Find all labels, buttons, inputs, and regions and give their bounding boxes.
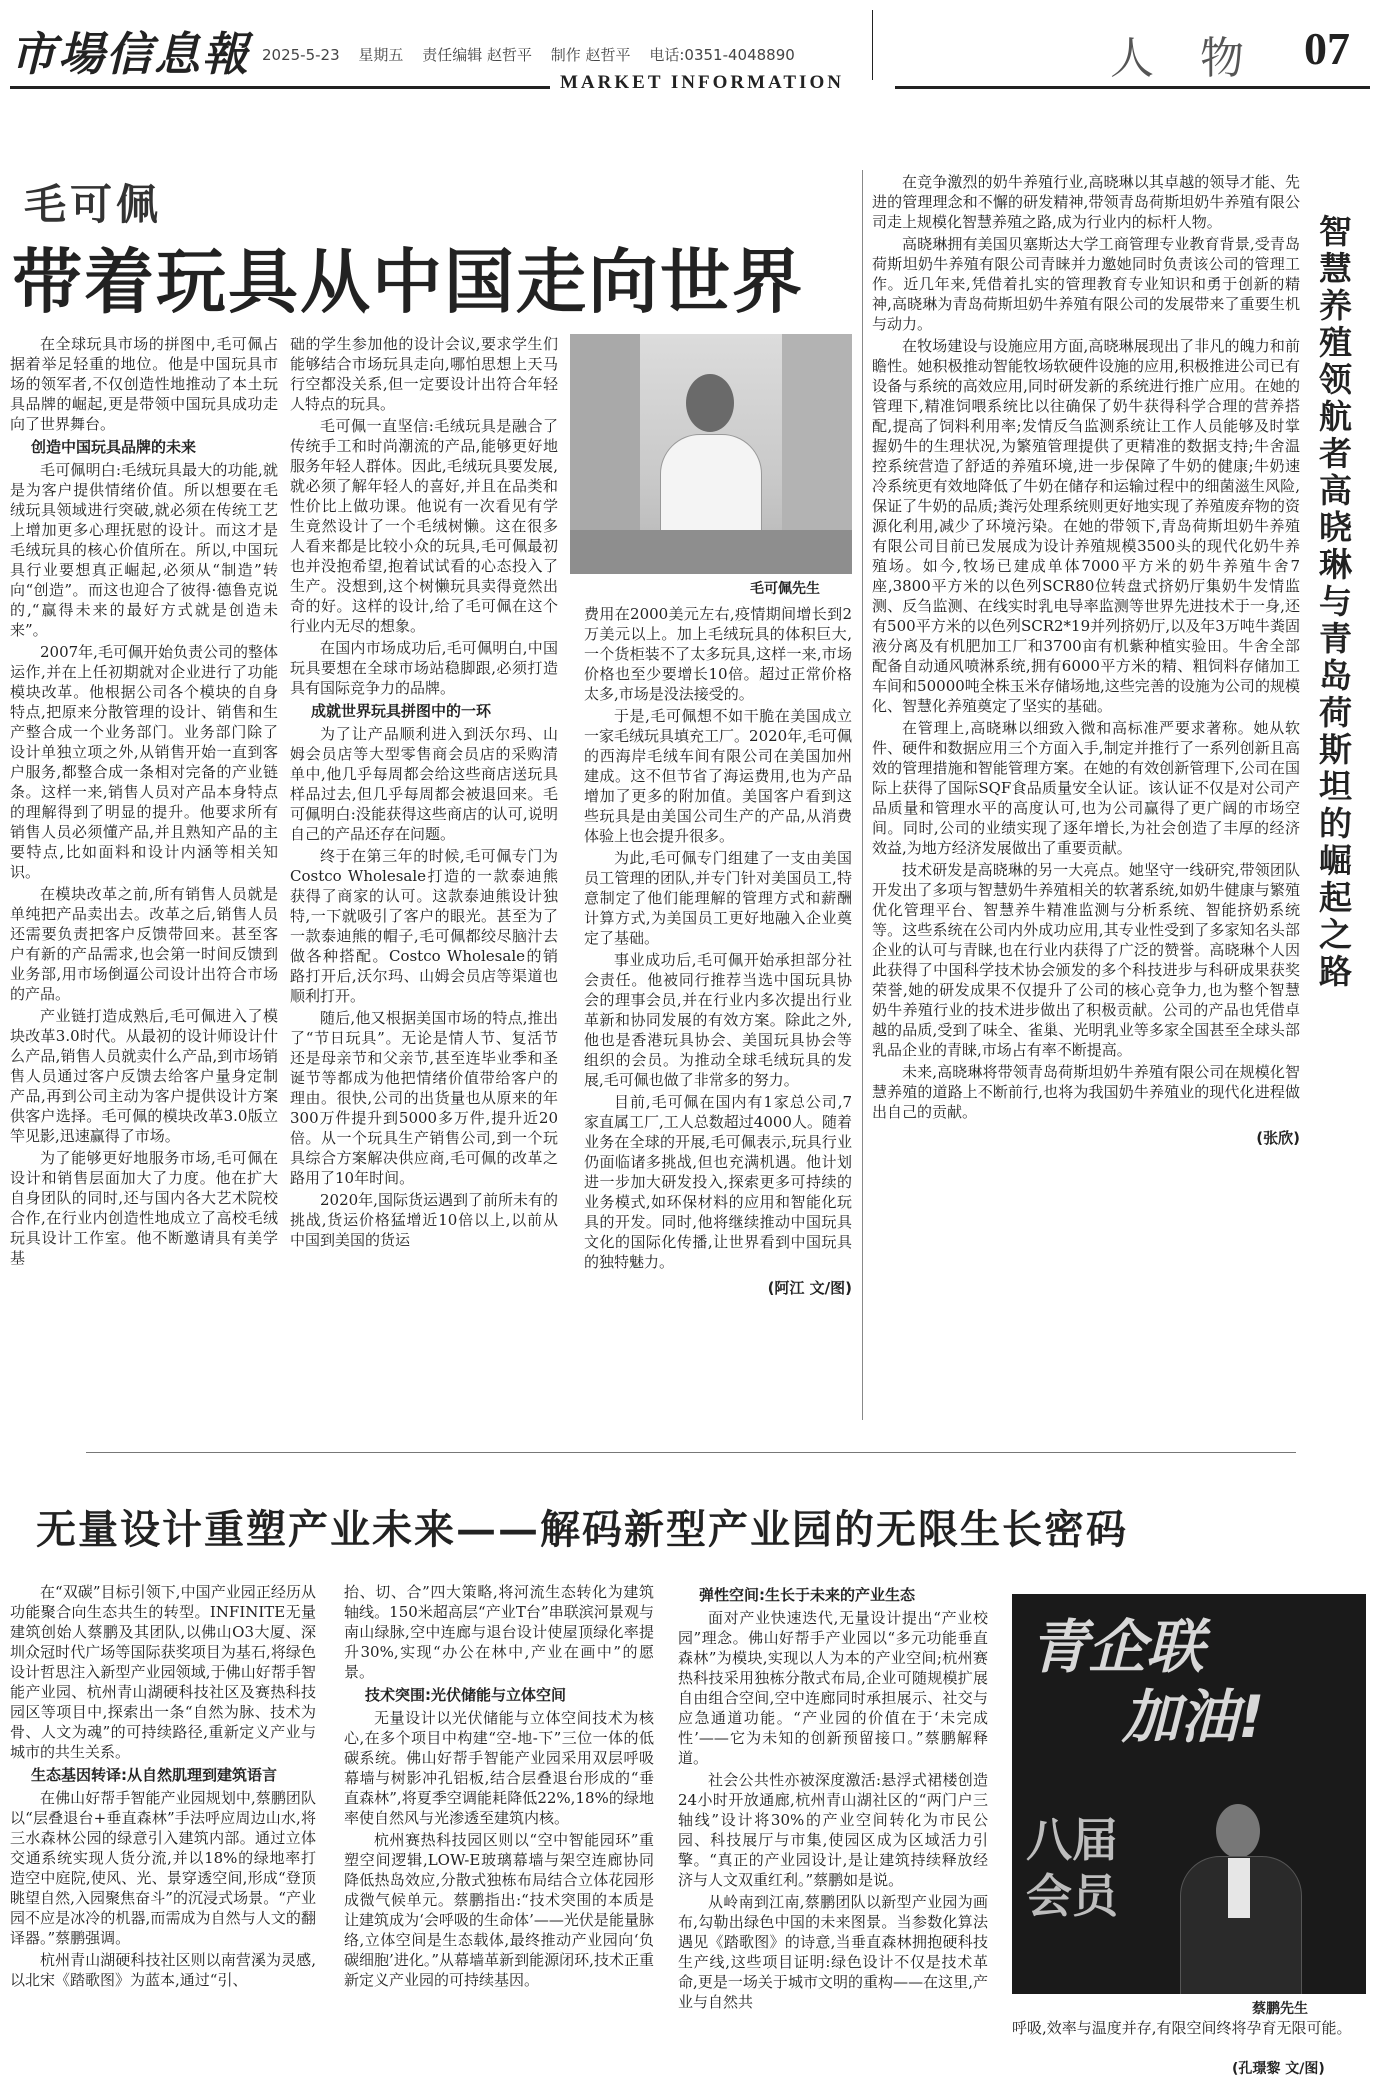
person-head xyxy=(686,374,734,432)
story-divider xyxy=(86,1452,1296,1453)
article1-col1 xyxy=(10,334,278,1414)
paragraph: 高晓琳拥有美国贝塞斯达大学工商管理专业教育背景,受青岛荷斯坦奶牛养殖有限公司青睐并力邀她同时负责该公司的管理工作。近几年来,凭借着扎实的管理教育专业知识和勇于创新的精神,高晓琳为青岛荷斯坦奶牛养殖有限公司的发展带来了重要生机与动力。 xyxy=(872,235,1300,333)
paragraph: 毛可佩明白:毛绒玩具最大的功能,就是为客户提供情绪价值。所以想要在毛绒玩具领域进行突破,就必须在传统工艺上增加更多心理抚慰的设计。而这才是毛绒玩具的核心价值所在。所以,中国玩具行业要想真正崛起,必须从“制造”转向“创造”。而这也迎合了彼得·德鲁克说的,“赢得未来的最好方式就是创造未来”。 xyxy=(10,461,278,639)
masthead-meta xyxy=(262,44,795,65)
banner-text-4: 会员 xyxy=(1026,1869,1118,1923)
article2-credit: (张欣) xyxy=(1256,1129,1300,1147)
paragraph: 产业链打造成熟后,毛可佩进入了模块改革3.0时代。从最初的设计师设计什么产品,销售人员就卖什么产品,到市场销售人员通过客户反馈去给客户量身定制产品,再到公司主动为客户提供设计方案供客户选择。毛可佩的模块改革3.0版立竿见影,迅速赢得了市场。 xyxy=(10,1007,278,1145)
masthead xyxy=(0,0,1380,100)
article3-col1 xyxy=(10,1582,316,2072)
paragraph: 为了能够更好地服务市场,毛可佩在设计和销售层面加大了力度。他在扩大自身团队的同时,还与国内各大艺术院校合作,在行业内创造性地成立了高校毛绒玩具设计工作室。他不断邀请具有美学基 xyxy=(10,1149,278,1267)
article1-col2-body xyxy=(290,334,558,1250)
article3-banner-photo xyxy=(1012,1594,1366,1994)
paragraph: 无量设计以光伏储能与立体空间技术为核心,在多个项目中构建“空-地-下”三位一体的低碳系统。佛山好帮手智能产业园采用双层呼吸幕墙与树影冲孔铝板,结合层叠退台形成的“垂直森林”,将夏季空调能耗降低22%,18%的绿地率使自然风与光渗透至建筑内核。 xyxy=(344,1709,654,1827)
subheading: 生态基因转译:从自然肌理到建筑语言 xyxy=(31,1766,278,1784)
paragraph: 社会公共性亦被深度激活:悬浮式裙楼创造24小时开放通廊,杭州青山湖社区的“两门户三轴线”设计将30%的产业空间转化为市民公园、科技展厅与市集,使园区成为区域活力引擎。“真正的产业园设计,是让建筑持续释放经济与人文双重红利。”蔡鹏如是说。 xyxy=(678,1771,988,1889)
section-name: 人 物 xyxy=(1110,33,1260,84)
article3-title: 无量设计重塑产业未来——解码新型产业园的无限生长密码 xyxy=(36,1506,1128,1553)
subheading: 成就世界玩具拼图中的一环 xyxy=(311,702,492,720)
paragraph: 于是,毛可佩想不如干脆在美国成立一家毛绒玩具填充工厂。2020年,毛可佩的西海岸毛绒车间有限公司在美国加州建成。这不但节省了海运费用,也为产品增加了更多的附加值。美国客户看到这些玩具是由美国公司生产的产品,从消费体验上也会提升很多。 xyxy=(584,707,852,845)
man-head xyxy=(1216,1804,1260,1858)
banner-text-1: 青企联 xyxy=(1030,1613,1205,1681)
article1-divider xyxy=(862,170,863,1420)
article1-col2 xyxy=(290,334,558,1414)
article3-col3 xyxy=(678,1582,988,2072)
phone-number: 电话:0351-4048890 xyxy=(649,46,795,64)
article1-col3 xyxy=(584,604,852,1404)
article1-credit: (阿江 文/图) xyxy=(767,1279,852,1297)
subheading: 技术突围:光伏储能与立体空间 xyxy=(365,1686,566,1704)
issue-weekday: 星期五 xyxy=(358,46,404,64)
article1-col3-body xyxy=(584,604,852,1272)
paragraph: 杭州赛热科技园区则以“空中智能园环”重塑空间逻辑,LOW-E玻璃幕墙与架空连廊协同降低热岛效应,分散式独栋布局结合立体花园形成微气候单元。蔡鹏指出:“技术突围的本质是让建筑成为‘会呼吸的生命体’——光伏是能量脉络,立体空间是生态载体,最终推动产业园向‘负碳细胞’进化。”从幕墙革新到能源闭环,技术正重新定义产业园的可持续基因。 xyxy=(344,1831,654,1989)
article2-paragraphs xyxy=(872,172,1300,1122)
newspaper-logo: 市場信息報 xyxy=(10,27,250,81)
subheading: 弹性空间:生长于未来的产业生态 xyxy=(699,1586,916,1604)
paragraph: 在牧场建设与设施应用方面,高晓琳展现出了非凡的魄力和前瞻性。她积极推动智能牧场软硬件设施的应用,积极推进公司已有设备与系统的高效应用,同时研发新的系统进行推广应用。在她的管理下,精准饲喂系统比以往确保了奶牛获得科学合理的营养搭配,提高了饲料利用率;发情反刍监测系统让工作人员能够及时掌握奶牛的生理状况,为繁殖管理提供了更精准的数据支持;牛舍温控系统营造了舒适的养殖环境,进一步保障了牛奶的健康;牛奶速冷系统更有效地降低了牛奶在储存和运输过程中的细菌滋生风险,保证了牛奶的品质;粪污处理系统则更好地实现了养殖废弃物的资源化利用,减少了环境污染。在她的带领下,青岛荷斯坦奶牛养殖有限公司目前已发展成为设计养殖规模3500头的现代化奶牛养殖场。如今,牧场已建成单体7000平方米的奶牛养殖牛舍7座,3800平方米的以色列SCR80位转盘式挤奶厅集奶牛发情监测、反刍监测、在线实时乳电导率监测等世界先进技术于一身,还有500平方米的以色列SCR2*19并列挤奶厅,以及年3万吨牛粪固液分离及有机肥加工厂和3700亩有机紫种植实验田。牛舍全部配备自动通风喷淋系统,拥有6000平方米的精、粗饲料存储加工车间和50000吨全株玉米存储场地,这些完善的设施为公司的规模化、智慧化养殖奠定了坚实的基础。 xyxy=(872,337,1300,715)
masthead-divider xyxy=(872,10,873,80)
desk xyxy=(570,530,852,574)
masthead-rule-left xyxy=(10,86,550,89)
paragraph: 在“双碳”目标引领下,中国产业园正经历从功能聚合向生态共生的转型。INFINITE无量建筑创始人蔡鹏及其团队,以佛山O3大厦、深圳众冠时代广场等国际获奖项目为基石,将绿色设计哲思注入新型产业园领域,于佛山好帮手智能产业园、杭州青山湖硬科技社区及赛热科技园区等项目中,探索出一条“自然为脉、技术为骨、人文为魂”的可持续路径,重新定义产业与城市的共生关系。 xyxy=(10,1583,316,1761)
article3-tail-text: 呼吸,效率与温度并存,有限空间终将孕育无限可能。 xyxy=(1012,2019,1352,2037)
banner-text-2: 加油! xyxy=(1122,1683,1265,1751)
paragraph: 在管理上,高晓琳以细致入微和高标准严要求著称。她从软件、硬件和数据应用三个方面入手,制定并推行了一系列创新且高效的管理措施和智能管理方案。在她的有效创新管理下,公司在国际上获得了国际SQF食品质量安全认证。该认证不仅是对公司产品质量和管理水平的高度认可,也为公司赢得了更广阔的市场空间。同时,公司的业绩实现了逐年增长,为社会创造了丰厚的经济效益,为地方经济发展做出了重要贡献。 xyxy=(872,719,1300,857)
article2-title: 智慧养殖领航者高晓琳与青岛荷斯坦的崛起之路 xyxy=(1314,214,1353,991)
banner-text-3: 八届 xyxy=(1026,1813,1118,1867)
paragraph: 未来,高晓琳将带领青岛荷斯坦奶牛养殖有限公司在规模化智慧养殖的道路上不断前行,也将为我国奶牛养殖业的现代化进程做出自己的贡献。 xyxy=(872,1063,1300,1121)
paragraph: 技术研发是高晓琳的另一大亮点。她坚守一线研究,带领团队开发出了多项与智慧奶牛养殖相关的软著系统,如奶牛健康与繁殖优化管理平台、智慧养牛精准监测与分析系统、智能挤奶系统等。这些系统在公司内外成功应用,其专业性受到了多家知名头部企业的认可与青睐,也在行业内获得了广泛的赞誉。高晓琳个人因此获得了中国科学技术协会颁发的多个科技进步与科研成果获奖荣誉,她的研发成果不仅提升了公司的核心竞争力,也为整个智慧奶牛养殖行业的技术进步做出了积极贡献。公司的产品也凭借卓越的品质,受到了味全、雀巢、光明乳业等多家全国甚至全球头部乳品企业的青睐,市场占有率不断提高。 xyxy=(872,861,1300,1059)
masthead-rule-right xyxy=(895,86,1370,89)
paragraph: 杭州青山湖硬科技社区则以南营溪为灵感,以北宋《踏歌图》为蓝本,通过“引、 xyxy=(10,1951,316,1989)
article1-photo-caption: 毛可佩先生 xyxy=(750,581,820,597)
man-shirt xyxy=(1228,1858,1250,1918)
paragraph: 费用在2000美元左右,疫情期间增长到2万美元以上。加上毛绒玩具的体积巨大,一个货柜装不了太多玩具,这样一来,市场价格也至少要增长10倍。超过正常价格太多,市场是没法接受的。 xyxy=(584,605,852,703)
page-number: 07 xyxy=(1304,23,1350,74)
article1-col1-body xyxy=(10,334,278,1268)
paragraph: 为了让产品顺利进入到沃尔玛、山姆会员店等大型零售商会员店的采购清单中,他几乎每周都会给这些商店送玩具样品过去,但几乎每周都会被退回来。毛可佩明白:没能获得这些商店的认可,说明自己的产品还存在问题。 xyxy=(290,725,558,843)
paragraph: 从岭南到江南,蔡鹏团队以新型产业园为画布,勾勒出绿色中国的未来图景。当参数化算法遇见《踏歌图》的诗意,当垂直森林拥抱硬科技生产线,这些项目证明:绿色设计不仅是技术革命,更是一场关于城市文明的重构——在这里,产业与自然共 xyxy=(678,1893,988,2011)
issue-date: 2025-5-23 xyxy=(262,46,340,64)
paragraph: 目前,毛可佩在国内有1家总公司,7家直属工厂,工人总数超过4000人。随着业务在全球的开展,毛可佩表示,玩具行业仍面临诸多挑战,但也充满机遇。他计划进一步加大研发投入,探索更多可持续的业务模式,如环保材料的应用和智能化玩具的开发。同时,他将继续推动中国玩具文化的国际化传播,让世界看到中国玩具的独特魅力。 xyxy=(584,1093,852,1271)
subheading: 创造中国玩具品牌的未来 xyxy=(31,438,197,456)
paragraph: 在佛山好帮手智能产业园规划中,蔡鹏团队以“层叠退台+垂直森林”手法呼应周边山水,将三水森林公园的绿意引入建筑内部。通过立体交通系统实现人货分流,并以18%的绿地率打造空中庭院,使风、光、景穿透空间,形成“登顶眺望自然,入园聚焦奋斗”的沉浸式场景。“产业园不应是冰冷的机器,而需成为自然与人文的翻译器。”蔡鹏强调。 xyxy=(10,1789,316,1947)
paragraph: 2007年,毛可佩开始负责公司的整体运作,并在上任初期就对企业进行了功能模块改革。他根据公司各个模块的自身特点,把原来分散管理的设计、销售和生产整合成一个业务部门。业务部门除了设计单独立项之外,从销售开始一直到客户服务,都整合成一条相对完备的产业链条。这样一来,销售人员对产品本身特点的理解得到了明显的提升。他要求所有销售人员必须懂产品,并且熟知产品的主要特点,比如面料和设计内涵等相关知识。 xyxy=(10,643,278,881)
article3-col1-body xyxy=(10,1582,316,1990)
paragraph: 2020年,国际货运遇到了前所未有的挑战,货运价格猛增近10倍以上,以前从中国到美国的货运 xyxy=(290,1191,558,1249)
paragraph: 在全球玩具市场的拼图中,毛可佩占据着举足轻重的地位。他是中国玩具市场的领军者,不仅创造性地推动了本土玩具品牌的崛起,更是带领中国玩具成功走向了世界舞台。 xyxy=(10,335,278,433)
paragraph: 在模块改革之前,所有销售人员就是单纯把产品卖出去。改革之后,销售人员还需要负责把客户反馈带回来。甚至客户有新的产品需求,也会第一时间反馈到业务部,用市场倒逼公司设计出符合市场的产品。 xyxy=(10,885,278,1003)
paragraph: 础的学生参加他的设计会议,要求学生们能够结合市场玩具走向,哪怕思想上天马行空都没关系,但一定要设计出符合年轻人特点的玩具。 xyxy=(290,335,558,413)
paragraph: 随后,他又根据美国市场的特点,推出了“节日玩具”。无论是情人节、复活节还是母亲节和父亲节,甚至连毕业季和圣诞节等都成为他把情绪价值带给客户的理由。很快,公司的出货量也从原来的年300万件提升到5000多万件,提升近20倍。从一个玩具生产销售公司,到一个玩具综合方案解决供应商,毛可佩的改革之路用了10年时间。 xyxy=(290,1009,558,1187)
paragraph: 为此,毛可佩专门组建了一支由美国员工管理的团队,并专门针对美国员工,特意制定了他们能理解的管理方式和薪酬计算方式,为美国员工更好地融入企业奠定了基础。 xyxy=(584,849,852,947)
article3-credit: (孔璟黎 文/图) xyxy=(1232,2061,1325,2077)
article1-kicker: 毛可佩 xyxy=(24,180,163,229)
paragraph: 终于在第三年的时候,毛可佩专门为Costco Wholesale打造的一款泰迪熊获得了商家的认可。这款泰迪熊设计独特,一下就吸引了客户的眼光。甚至为了一款泰迪熊的帽子,毛可佩都绞尽脑汁去做各种搭配。Costco Wholesale的销路打开后,沃尔玛、山姆会员店等渠道也顺利打开。 xyxy=(290,847,558,1005)
paragraph: 在竞争激烈的奶牛养殖行业,高晓琳以其卓越的领导才能、先进的管理理念和不懈的研发精神,带领青岛荷斯坦奶牛养殖有限公司走上规模化智慧养殖之路,成为行业内的标杆人物。 xyxy=(872,173,1300,231)
masthead-english: MARKET INFORMATION xyxy=(560,72,844,93)
article1-title: 带着玩具从中国走向世界 xyxy=(12,241,804,323)
article3-photo-caption: 蔡鹏先生 xyxy=(1252,2001,1308,2017)
article1-portrait-photo xyxy=(570,334,852,574)
paragraph: 毛可佩一直坚信:毛绒玩具是融合了传统手工和时尚潮流的产品,能够更好地服务年轻人群体。因此,毛绒玩具要发展,就必须了解年轻人的喜好,并且在品类和性价比上做功课。他说有一次看见有学生竟然设计了一个毛绒树懒。这在很多人看来都是比较小众的玩具,毛可佩最初也并没抱希望,抱着试试看的心态投入了生产。没想到,这个树懒玩具卖得竟然出奇的好。这样的设计,给了毛可佩在这个行业内无尽的想象。 xyxy=(290,417,558,635)
article2-body xyxy=(872,172,1300,1412)
editor-credit: 责任编辑 赵哲平 xyxy=(422,46,532,64)
producer-credit: 制作 赵哲平 xyxy=(550,46,631,64)
paragraph: 抬、切、合”四大策略,将河流生态转化为建筑轴线。150米超高层“产业T台”串联滨河景观与南山绿脉,空中连廊与退台设计使屋顶绿化率提升30%,实现“办公在林中,产业在画中”的愿景。 xyxy=(344,1583,654,1681)
paragraph: 面对产业快速迭代,无量设计提出“产业校园”理念。佛山好帮手产业园以“多元功能垂直森林”为模块,实现以人为本的产业空间;杭州赛热科技采用独栋分散式布局,企业可随规模扩展自由组合空间,空中连廊同时承担展示、社交与应急通道功能。“产业园的价值在于‘未完成性’——它为未知的创新预留接口。”蔡鹏解释道。 xyxy=(678,1609,988,1767)
article3-col2 xyxy=(344,1582,654,2072)
article3-col2-body xyxy=(344,1582,654,1990)
paragraph: 事业成功后,毛可佩开始承担部分社会责任。他被同行推荐当选中国玩具协会的理事会员,并在行业内多次提出行业革新和协同发展的有效方案。除此之外,他也是香港玩具协会、美国玩具协会等组织的会员。为推动全球毛绒玩具的发展,毛可佩也做了非常多的努力。 xyxy=(584,951,852,1089)
article3-col3-body xyxy=(678,1585,988,2012)
paragraph: 在国内市场成功后,毛可佩明白,中国玩具要想在全球市场站稳脚跟,必须打造具有国际竞争力的品牌。 xyxy=(290,639,558,697)
